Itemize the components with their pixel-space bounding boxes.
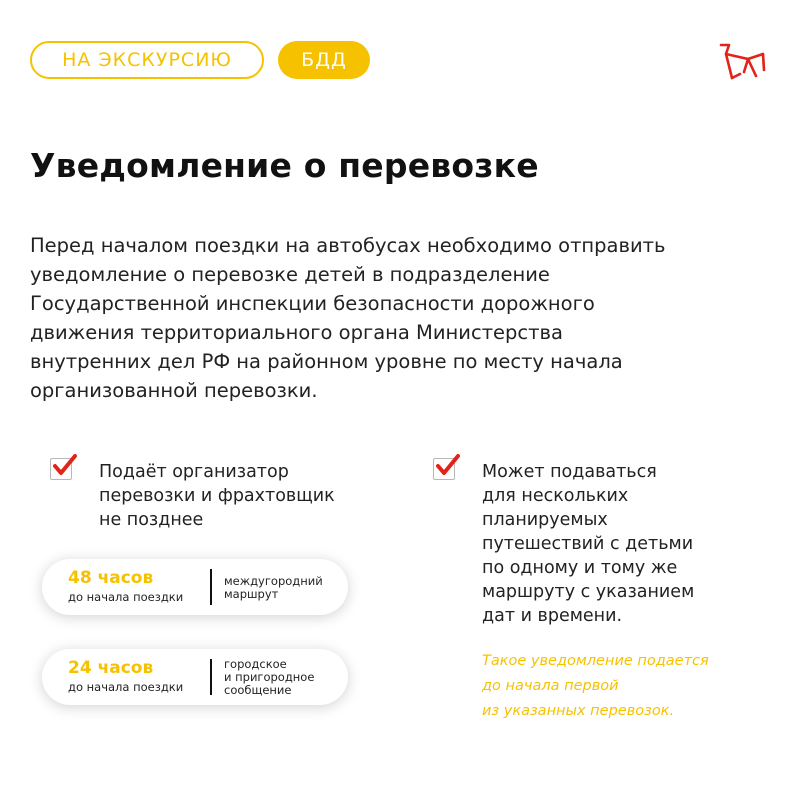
deadline-subtext: до начала поездки [68,590,184,604]
left-column-text [99,460,335,532]
divider [210,569,212,605]
intro-line: движения территориального органа Министерства [30,321,563,344]
right-text-line: для нескольких [482,486,629,506]
tag-bdd[interactable]: БДД [278,41,370,79]
deadline-hours: 24 часов [68,658,154,678]
route-line: и пригородное [224,670,315,684]
note-line: до начала первой [482,678,619,694]
right-text-line: по одному и тому же [482,558,678,578]
note-line: из указанных перевозок. [482,703,675,719]
route-line: междугородний [224,574,323,588]
intro-paragraph [30,231,750,405]
left-text-line: перевозки и фрахтовщик [99,486,335,506]
stylized-horse-logo-icon [718,40,766,80]
checkmark-icon [433,458,455,480]
right-text-line: маршруту с указанием [482,582,695,602]
route-line: городское [224,657,287,671]
intro-line: уведомление о перевозке детей в подразделение [30,263,550,286]
left-text-line: Подаёт организатор [99,462,289,482]
divider [210,659,212,695]
deadline-subtext: до начала поездки [68,680,184,694]
left-text-line: не позднее [99,510,204,530]
deadline-pill-intercity [42,559,348,615]
checkmark-icon [50,458,72,480]
intro-line: внутренних дел РФ на районном уровне по месту начала [30,350,623,373]
route-type [224,575,323,601]
route-type [224,658,314,697]
deadline-pill-urban [42,649,348,705]
right-column-text [482,460,694,628]
right-text-line: путешествий с детьми [482,534,694,554]
route-line: сообщение [224,683,292,697]
note-line: Такое уведомление подается [482,653,709,669]
intro-line: Государственной инспекции безопасности дорожного [30,292,595,315]
route-line: маршрут [224,587,279,601]
deadline-hours: 48 часов [68,568,154,588]
page-title: Уведомление о перевозке [30,146,539,185]
right-text-line: дат и времени. [482,606,623,626]
right-text-line: планируемых [482,510,608,530]
note-text [482,649,709,724]
intro-line: организованной перевозки. [30,379,318,402]
tag-excursion[interactable]: НА ЭКСКУРСИЮ [30,41,264,79]
right-text-line: Может подаваться [482,462,657,482]
intro-line: Перед началом поездки на автобусах необходимо отправить [30,234,666,257]
